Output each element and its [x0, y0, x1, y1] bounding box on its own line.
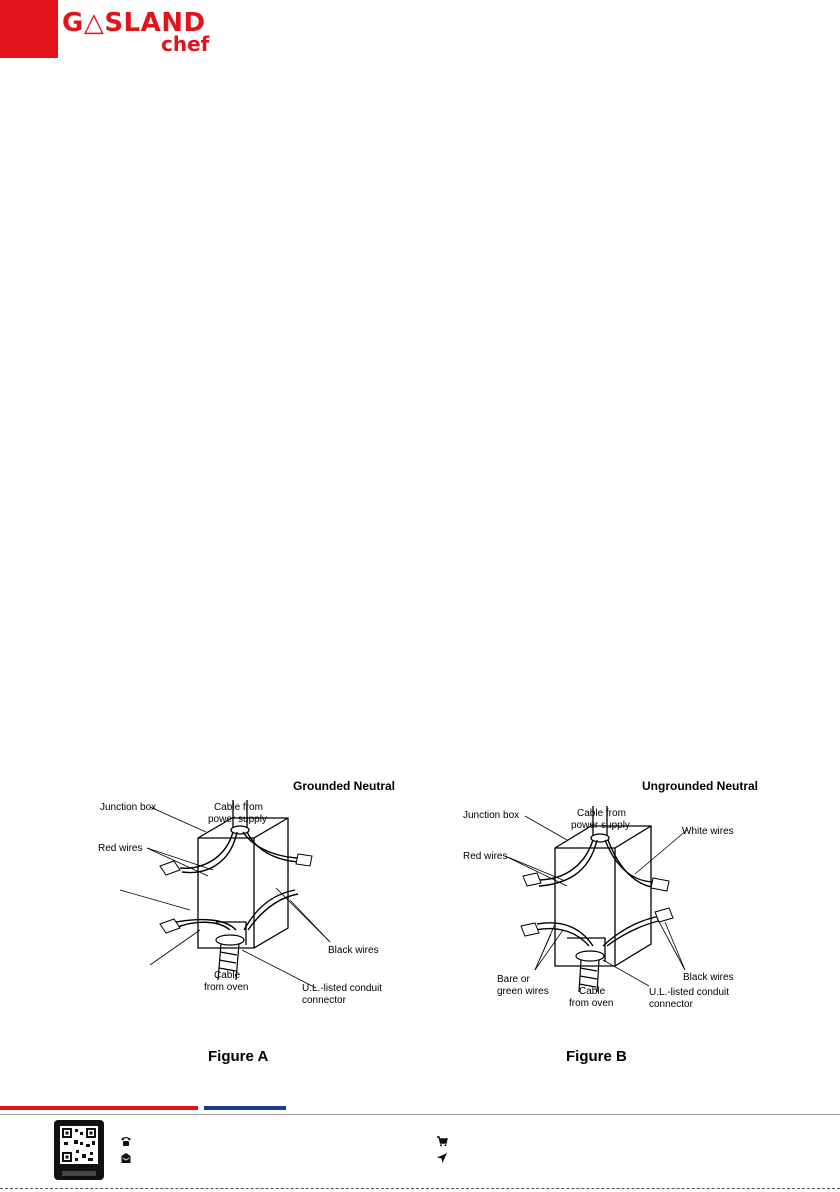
figure-a-label-black-wires: Black wires [328, 945, 379, 956]
brand-corner-block [0, 0, 58, 58]
figure-a-label-cable-supply-1: Cable from [214, 802, 263, 813]
figure-b-caption: Figure B [566, 1048, 627, 1065]
figure-b-title: Ungrounded Neutral [642, 779, 758, 793]
location-icon [436, 1152, 448, 1164]
figure-a-title: Grounded Neutral [293, 779, 396, 793]
figure-b-label-red-wires: Red wires [463, 851, 508, 862]
figure-a-label-cable-oven-2: from oven [204, 982, 249, 993]
phone-icon [120, 1135, 132, 1147]
footer-divider [0, 1114, 840, 1115]
figure-b-label-connector-1: U.L.-listed conduit [649, 987, 730, 998]
mail-icon [120, 1152, 132, 1164]
figure-b-label-cable-oven-1: Cable [579, 986, 606, 997]
figure-b-label-connector-2: connector [649, 999, 693, 1010]
figure-b-label-cable-supply-1: Cable from [577, 808, 626, 819]
footer-red-bar [0, 1106, 198, 1110]
figure-a-label-connector-2: connector [302, 995, 346, 1006]
logo-subword: chef [161, 32, 210, 56]
figure-b-label-black-wires: Black wires [683, 972, 734, 983]
qr-code[interactable] [54, 1120, 104, 1180]
figure-a-label-cable-supply-2: power supply [208, 814, 267, 825]
figure-b-label-cable-supply-2: power supply [571, 820, 630, 831]
logo-wordmark: G△SLAND [62, 8, 206, 38]
gasland-chef-logo [62, 8, 212, 54]
qr-code-pattern [60, 1126, 98, 1164]
figure-a-label-junction-box: Junction box [100, 802, 157, 813]
figure-b-label-white-wires: White wires [682, 826, 734, 837]
figure-b-label-bare-2: green wires [497, 986, 549, 997]
qr-caption-strip [62, 1171, 96, 1176]
figure-a-label-cable-oven-1: Cable [214, 970, 241, 981]
figure-b-label-cable-oven-2: from oven [569, 998, 614, 1009]
figure-a-label-red-wires: Red wires [98, 843, 143, 854]
figure-a-label-connector-1: U.L.-listed conduit [302, 983, 383, 994]
figure-a-junction-box [198, 818, 288, 948]
figure-a-caption: Figure A [208, 1048, 269, 1065]
figure-b-label-bare-1: Bare or [497, 974, 530, 985]
figure-b-junction-box [555, 826, 651, 966]
footer-blue-bar [204, 1106, 286, 1110]
figure-b-diagram [455, 770, 785, 1030]
figure-b-label-junction-box: Junction box [463, 810, 520, 821]
cart-icon [436, 1135, 448, 1147]
figure-a-diagram [90, 770, 420, 1030]
page-bottom-dashed-line [0, 1188, 840, 1189]
